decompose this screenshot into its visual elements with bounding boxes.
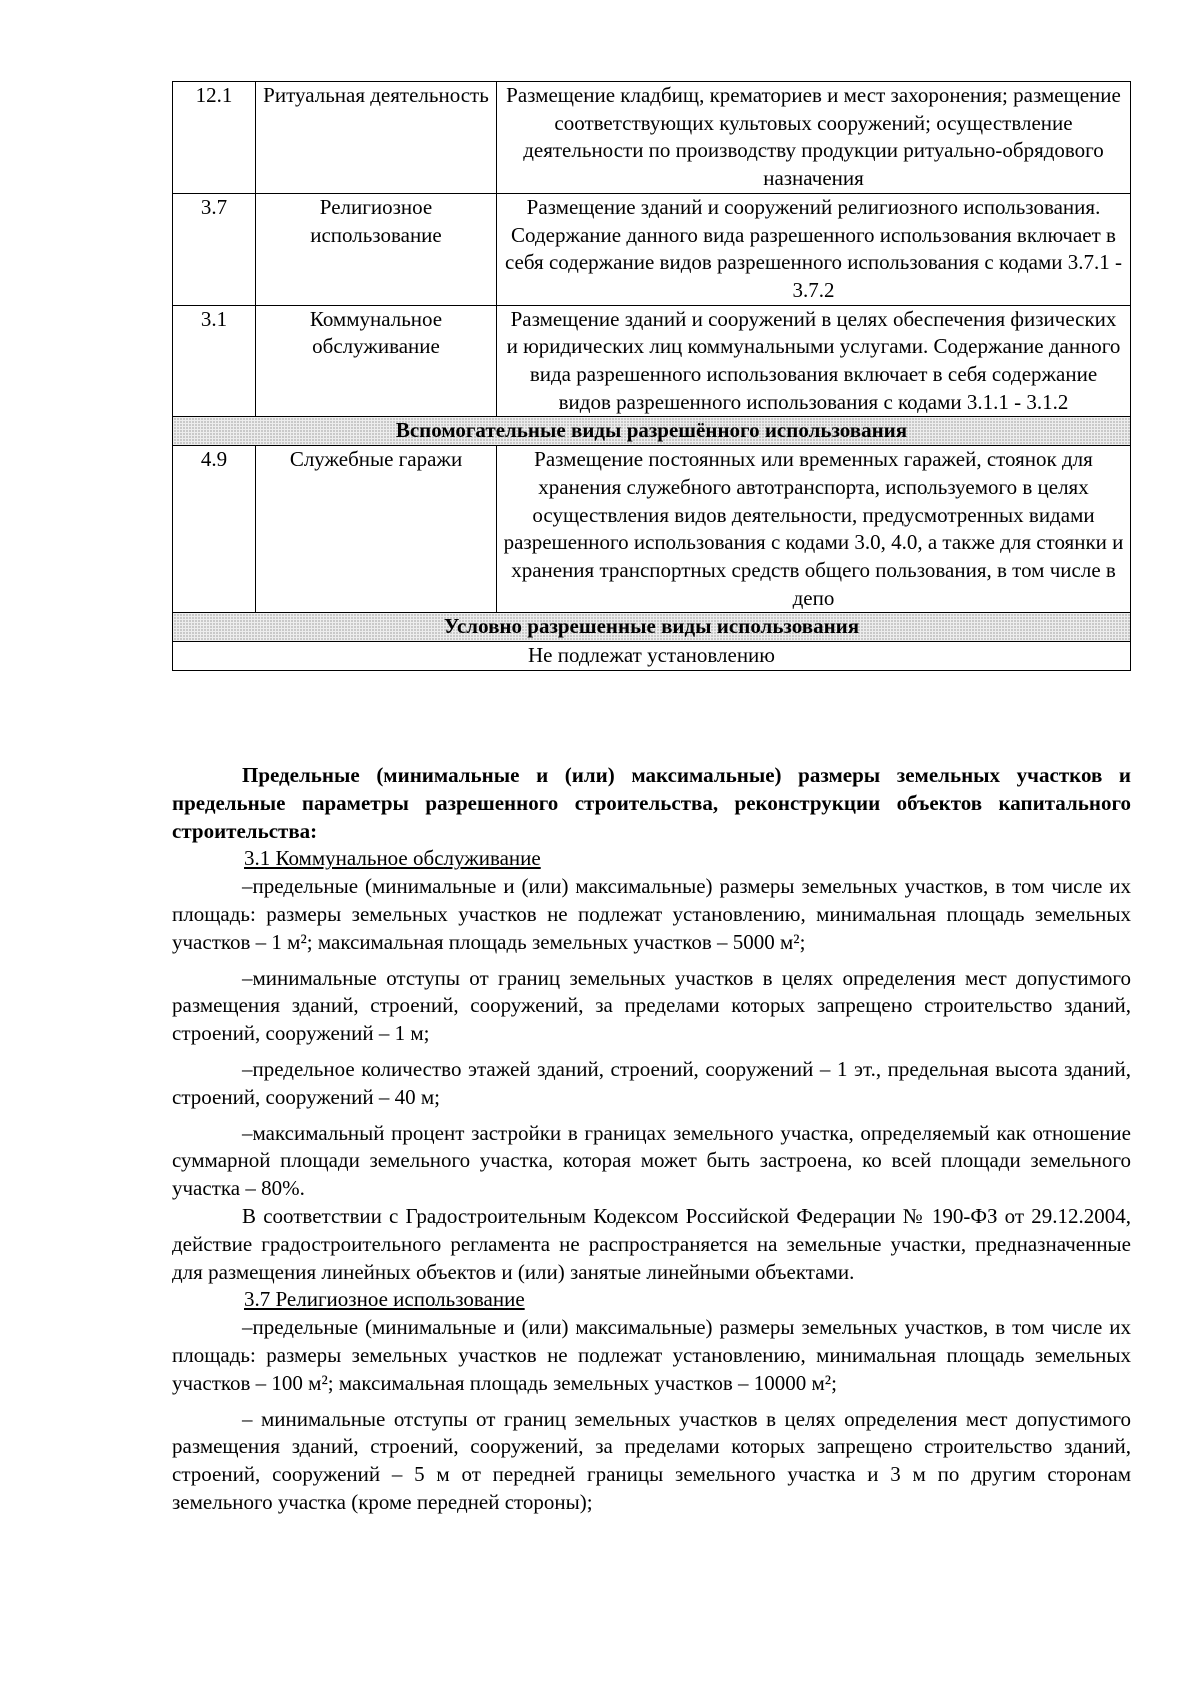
subsection-title-3-1: 3.1 Коммунальное обслуживание xyxy=(244,846,541,871)
paragraph: – минимальные отступы от границ земельных участков в целях определения мест допустимого размещения зданий, строений, сооружений, за пределами которых запрещено строительство зданий, строений, сооружений – 5 м от передней границы земельного участка и 3 м по другим сторонам земельного участка (кроме передней стороны); xyxy=(172,1406,1131,1514)
paragraph: –предельные (минимальные и (или) максимальные) размеры земельных участков, в том числе их площадь: размеры земельных участков не подлежат установлению, минимальная площадь земельных участков – 100 м²; максимальная площадь земельных участков – 10000 м²; xyxy=(172,1315,1131,1395)
table-row xyxy=(173,82,1131,194)
subsection-title-3-7: 3.7 Религиозное использование xyxy=(244,1287,525,1312)
table-row xyxy=(173,446,1131,613)
section-header-conditional xyxy=(173,613,1131,642)
parameters-heading: Предельные (минимальные и (или) максимальные) размеры земельных участков и предельные параметры разрешенного строительства, реконструкции объектов капитального строительства: xyxy=(172,763,1131,843)
use-code: 3.1 xyxy=(173,305,256,417)
regulation-text xyxy=(172,762,1131,1517)
use-name: Служебные гаражи xyxy=(256,446,497,613)
use-name: Религиозное использование xyxy=(256,193,497,305)
use-code: 4.9 xyxy=(173,446,256,613)
table-row xyxy=(173,305,1131,417)
land-use-table xyxy=(172,81,1131,671)
section-title: Вспомогательные виды разрешённого использования xyxy=(173,417,1131,446)
section-header-auxiliary xyxy=(173,417,1131,446)
paragraph: –минимальные отступы от границ земельных участков в целях определения мест допустимого размещения зданий, строений, сооружений, за пределами которых запрещено строительство зданий, строений, сооружений – 1 м; xyxy=(172,965,1131,1046)
use-description: Размещение зданий и сооружений религиозного использования. Содержание данного вида разрешенного использования включает в себя содержание видов разрешенного использования с кодами 3.7.1 - 3.7.2 xyxy=(497,193,1131,305)
use-description: Размещение зданий и сооружений в целях обеспечения физических и юридических лиц коммунальными услугами. Содержание данного вида разрешенного использования включает в себя содержание видов разрешенного использования с кодами 3.1.1 - 3.1.2 xyxy=(497,305,1131,417)
table-row xyxy=(173,642,1131,671)
paragraph: –предельные (минимальные и (или) максимальные) размеры земельных участков, в том числе их площадь: размеры земельных участков не подлежат установлению, минимальная площадь земельных участков – 1 м²; максимальная площадь земельных участков – 5000 м²; xyxy=(172,874,1131,954)
use-code: 12.1 xyxy=(173,82,256,194)
use-description: Размещение кладбищ, крематориев и мест захоронения; размещение соответствующих культовых сооружений; осуществление деятельности по производству продукции ритуально-обрядового назначения xyxy=(497,82,1131,194)
table-row xyxy=(173,193,1131,305)
law-paragraph: В соответствии с Градостроительным Кодексом Российской Федерации № 190-ФЗ от 29.12.2004, действие градостроительного регламента не распространяется на земельные участки, предназначенные для размещения линейных объектов и (или) занятые линейными объектами. xyxy=(172,1203,1131,1284)
paragraph: –максимальный процент застройки в границах земельного участка, определяемый как отношение суммарной площади земельного участка, которая может быть застроена, ко всей площади земельного участка – 80%. xyxy=(172,1120,1131,1201)
use-code: 3.7 xyxy=(173,193,256,305)
section-title: Условно разрешенные виды использования xyxy=(173,613,1131,642)
use-name: Ритуальная деятельность xyxy=(256,82,497,194)
paragraph: –предельное количество этажей зданий, строений, сооружений – 1 эт., предельная высота зданий, строений, сооружений – 40 м; xyxy=(172,1056,1131,1109)
use-description: Размещение постоянных или временных гаражей, стоянок для хранения служебного автотранспорта, используемого в целях осуществления видов деятельности, предусмотренных видами разрешенного использования с кодами 3.0, 4.0, а также для стоянки и хранения транспортных средств общего пользования, в том числе в депо xyxy=(497,446,1131,613)
not-set-note: Не подлежат установлению xyxy=(173,642,1131,671)
use-name: Коммунальное обслуживание xyxy=(256,305,497,417)
